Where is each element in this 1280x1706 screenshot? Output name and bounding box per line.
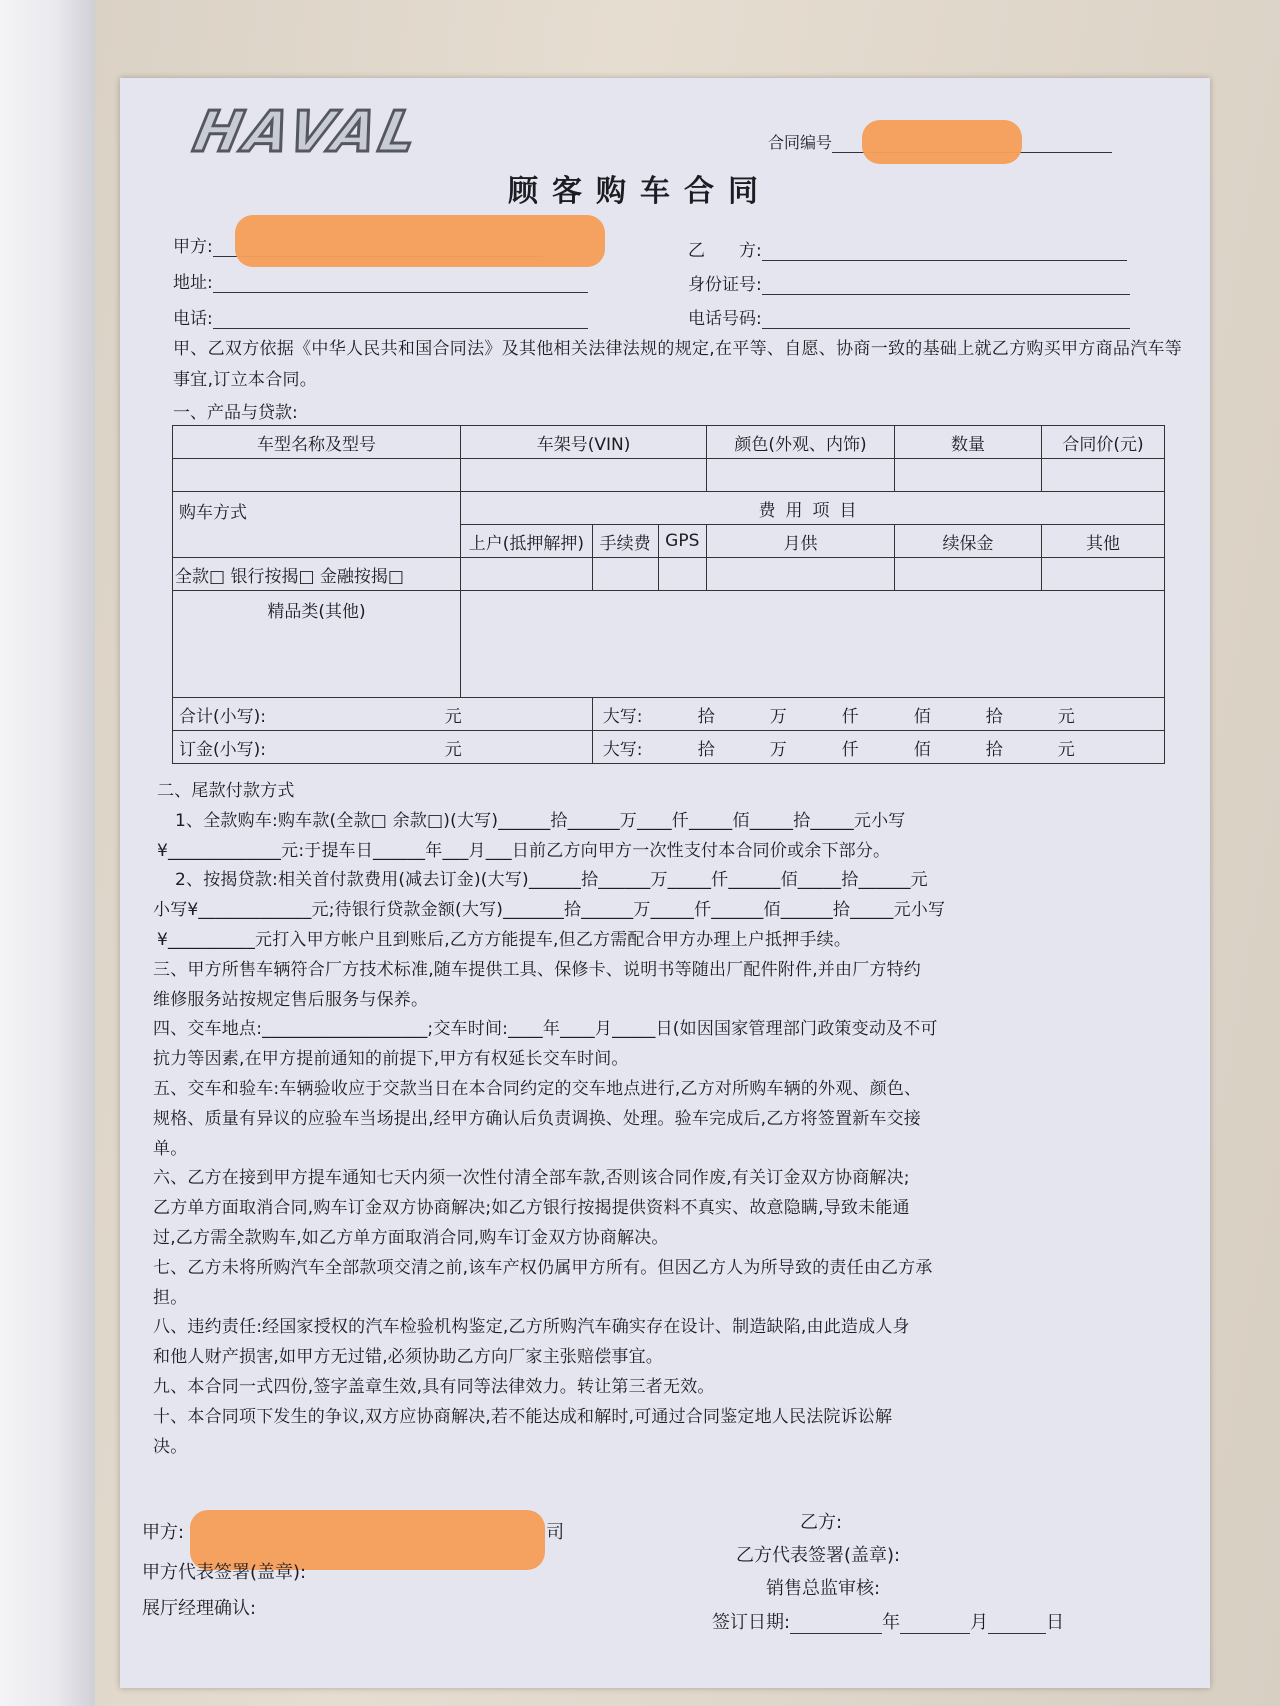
sig-day-line[interactable]: [988, 1613, 1046, 1634]
total-unit-yuan: 元: [1057, 706, 1075, 727]
sig-party-b: 乙方:: [800, 1512, 843, 1533]
boutique-label: 精品类(其他): [173, 591, 461, 698]
header-price: 合同价(元): [1042, 426, 1165, 459]
clause-line: 和他人财产损害,如甲方无过错,必须协助乙方向厂家主张赔偿事宜。: [153, 1347, 664, 1368]
clause-line: 乙方单方面取消合同,购车订金双方协商解决;如乙方银行按揭提供资料不真实、故意隐瞒,导致未能通: [153, 1198, 910, 1219]
fee-register: 上户(抵押解押): [461, 525, 593, 558]
contract-number-label: 合同编号: [768, 133, 833, 152]
address-label: 地址:: [173, 273, 213, 293]
clause-line: 二、尾款付款方式: [157, 781, 295, 801]
phone-label: 电话:: [173, 309, 213, 329]
address-line[interactable]: [213, 270, 588, 293]
cell-model[interactable]: [173, 459, 461, 492]
clause-line: 九、本合同一式四份,签字盖章生效,具有同等法律效力。转让第三者无效。: [153, 1376, 715, 1397]
cell-price[interactable]: [1042, 459, 1165, 492]
deposit-unit-yuan: 元: [1057, 739, 1075, 760]
sig-party-a-label: 甲方:: [142, 1522, 185, 1543]
deposit-unit-shi2: 拾: [985, 739, 1003, 760]
phone-field: [173, 304, 588, 329]
cell-color[interactable]: [707, 459, 895, 492]
haval-logo: HAVAL: [188, 100, 427, 165]
sig-party-a-rep: 甲方代表签署(盖章):: [142, 1562, 307, 1583]
section1-title: 一、产品与贷款:: [173, 403, 298, 423]
total-unit-bai: 佰: [913, 706, 931, 727]
redaction-party-a: [235, 215, 605, 267]
clause-line: 八、违约责任:经国家授权的汽车检验机构鉴定,乙方所购汽车确实存在设计、制造缺陷,由此造成人身: [153, 1317, 910, 1338]
deposit-unit-qian: 仟: [841, 739, 859, 760]
fee-items-label: 费用项目: [461, 492, 1165, 525]
phone-number-label: 电话号码:: [688, 309, 762, 329]
deposit-unit-wan: 万: [769, 739, 787, 760]
clause-line: 2、按揭贷款:相关首付款费用(减去订金)(大写)______拾______万_____仟______佰_____拾______元: [175, 870, 928, 891]
cell-qty[interactable]: [895, 459, 1042, 492]
id-number-line[interactable]: [762, 272, 1130, 295]
sig-day: 日: [1046, 1612, 1065, 1633]
party-b-line[interactable]: [762, 238, 1127, 261]
deposit-unit-bai: 佰: [913, 739, 931, 760]
clause-line: 十、本合同项下发生的争议,双方应协商解决,若不能达成和解时,可通过合同鉴定地人民法院诉讼解: [153, 1406, 893, 1427]
clause-line: 规格、质量有异议的应验车当场提出,经甲方确认后负责调换、处理。验车完成后,乙方将签置新车交接: [153, 1108, 922, 1129]
fee-insurance: 续保金: [895, 525, 1042, 558]
clause-line: 维修服务站按规定售后服务与保养。: [153, 989, 429, 1010]
sig-date-label: 签订日期:: [712, 1612, 791, 1633]
deposit-row-left: [173, 731, 593, 764]
fee-other: 其他: [1042, 525, 1165, 558]
deposit-daxie: 大写:: [602, 739, 643, 760]
cell-fee-insurance[interactable]: [895, 558, 1042, 591]
id-number-field: [688, 270, 1130, 295]
clause-line: ¥__________元打入甲方帐户且到账后,乙方方能提车,但乙方需配合甲方办理上户抵押手续。: [157, 929, 852, 950]
address-field: [173, 268, 588, 293]
deposit-yuan: 元: [444, 739, 462, 760]
cell-boutique[interactable]: [461, 591, 1165, 698]
clause-line: 五、交车和验车:车辆验收应于交款当日在本合同约定的交车地点进行,乙方对所购车辆的外观、颜色、: [153, 1078, 922, 1099]
cell-vin[interactable]: [461, 459, 707, 492]
clause-line: 1、全款购车:购车款(全款□ 余款□)(大写)______拾______万____仟_____佰_____拾_____元小写: [175, 810, 906, 831]
clause-line: 单。: [153, 1138, 188, 1159]
payment-options[interactable]: 全款□ 银行按揭□ 金融按揭□: [173, 558, 461, 591]
sig-sales-director: 销售总监审核:: [766, 1578, 881, 1599]
clause-line: 过,乙方需全款购车,如乙方单方面取消合同,购车订金双方协商解决。: [153, 1227, 669, 1248]
clause-line: 担。: [153, 1287, 188, 1308]
preamble-text: 甲、乙双方依据《中华人民共和国合同法》及其他相关法律法规的规定,在平等、自愿、协商一致的基础上就乙方购买甲方商品汽车等事宜,订立本合同。: [173, 339, 1183, 390]
deposit-unit-shi: 拾: [697, 739, 715, 760]
cell-fee-monthly[interactable]: [707, 558, 895, 591]
clause-line: 抗力等因素,在甲方提前通知的前提下,甲方有权延长交车时间。: [153, 1049, 629, 1070]
clause-line: 七、乙方未将所购汽车全部款项交清之前,该车产权仍属甲方所有。但因乙方人为所导致的责任由乙方承: [153, 1257, 933, 1278]
total-unit-shi2: 拾: [985, 706, 1003, 727]
sig-year: 年: [882, 1612, 901, 1633]
fee-gps: GPS: [658, 525, 707, 558]
clause-line: 决。: [153, 1436, 188, 1457]
sig-party-b-rep: 乙方代表签署(盖章):: [736, 1545, 901, 1566]
total-yuan: 元: [444, 706, 462, 727]
total-unit-shi: 拾: [697, 706, 715, 727]
sig-party-a-suffix: 司: [546, 1522, 565, 1543]
header-qty: 数量: [895, 426, 1042, 459]
clause-line: 六、乙方在接到甲方提车通知七天内须一次性付清全部车款,否则该合同作废,有关订金双方协商解决;: [153, 1168, 910, 1189]
party-b-field: [688, 236, 1127, 261]
total-unit-wan: 万: [769, 706, 787, 727]
redaction-contract-no: [862, 120, 1022, 164]
clauses-block: [145, 777, 1200, 1462]
cell-fee-service[interactable]: [592, 558, 658, 591]
party-a-label: 甲方:: [173, 237, 213, 257]
total-label: 合计(小写):: [179, 706, 266, 727]
total-row-right: [592, 698, 1164, 731]
phone-number-field: [688, 304, 1130, 329]
purchase-method-label: 购车方式: [173, 492, 461, 558]
product-table: [172, 425, 1165, 764]
fee-service: 手续费: [592, 525, 658, 558]
cell-fee-other[interactable]: [1042, 558, 1165, 591]
sig-manager: 展厅经理确认:: [142, 1598, 257, 1619]
total-unit-qian: 仟: [841, 706, 859, 727]
header-color: 颜色(外观、内饰): [707, 426, 895, 459]
clause-line: 小写¥_____________元;待银行贷款金额(大写)_______拾______万_____仟______佰______拾_____元小写: [153, 900, 946, 921]
header-vin: 车架号(VIN): [461, 426, 707, 459]
phone-number-line[interactable]: [762, 306, 1130, 329]
party-b-label: 乙 方:: [688, 241, 762, 261]
total-daxie: 大写:: [602, 706, 643, 727]
clause-line: 三、甲方所售车辆符合厂方技术标准,随车提供工具、保修卡、说明书等随出厂配件附件,并由厂方特约: [153, 959, 922, 980]
sig-year-line[interactable]: [790, 1613, 882, 1634]
cell-fee-gps[interactable]: [658, 558, 707, 591]
fee-monthly: 月供: [707, 525, 895, 558]
phone-line[interactable]: [213, 306, 588, 329]
deposit-row-right: [592, 731, 1164, 764]
sig-date: [712, 1608, 1064, 1634]
cell-fee-register[interactable]: [461, 558, 593, 591]
book-spine: [0, 0, 95, 1706]
id-number-label: 身份证号:: [688, 275, 762, 295]
total-row-left: [173, 698, 593, 731]
clause-line: 四、交车地点:___________________;交车时间:____年____月_____日(如因国家管理部门政策变动及不可: [153, 1019, 938, 1040]
sig-month-line[interactable]: [900, 1613, 970, 1634]
clause-line: ¥_____________元:于提车日______年___月___日前乙方向甲方一次性支付本合同价或余下部分。: [157, 840, 891, 861]
sig-month: 月: [970, 1612, 989, 1633]
header-model: 车型名称及型号: [173, 426, 461, 459]
page-title: 顾客购车合同: [508, 174, 772, 209]
deposit-label: 订金(小写):: [179, 739, 266, 760]
